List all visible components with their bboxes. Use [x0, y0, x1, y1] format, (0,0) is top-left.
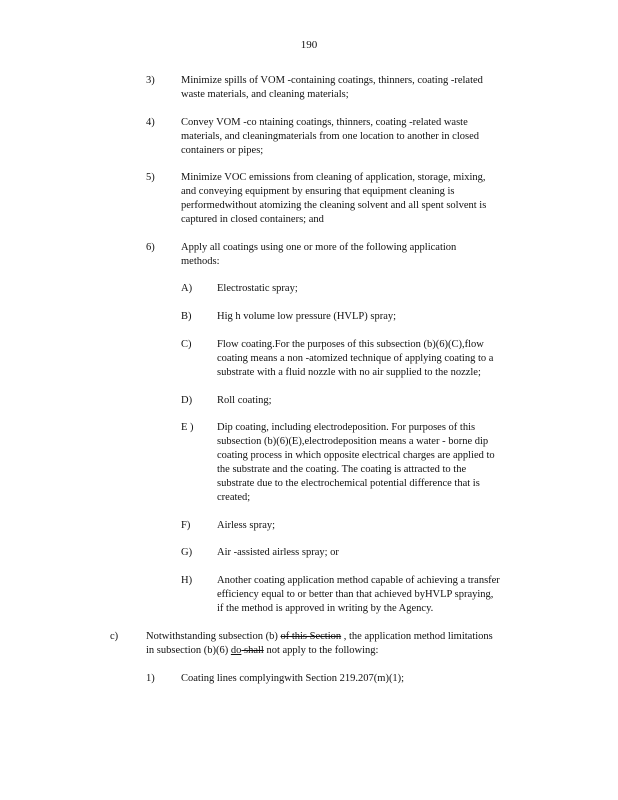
item-line: if the method is approved in writing by the Agency. — [217, 603, 434, 614]
item-marker: G) — [181, 547, 193, 558]
item-line: Electrostatic spray; — [217, 283, 298, 294]
item-line: coating process in which opposite electrical charges are applied to — [217, 450, 495, 461]
item-line — [146, 644, 493, 658]
item-line: performedwithout atomizing the cleaning solvent and all spent solvent is — [181, 200, 487, 211]
struck-text: of this Section — [280, 631, 342, 642]
item-marker: A) — [181, 283, 193, 294]
item-line: containers or pipes; — [181, 145, 264, 156]
item-marker: C) — [181, 339, 192, 350]
item-line: Airless spray; — [217, 520, 276, 531]
text-run: Notwithstanding subsection (b) — [146, 631, 281, 642]
item-line: Apply all coatings using one or more of the following application — [181, 242, 457, 253]
item-line: Flow coating.For the purposes of this subsection (b)(6)(C),flow — [217, 339, 484, 350]
item-marker: c) — [110, 631, 119, 642]
text-run: , the application method limitations — [341, 631, 493, 642]
item-line: Roll coating; — [217, 395, 272, 406]
item-line: created; — [217, 492, 251, 503]
item-line: the substrate and the coating. The coating is attracted to the — [217, 464, 467, 475]
item-marker: B) — [181, 311, 192, 322]
item-marker: F) — [181, 520, 191, 531]
page-number: 190 — [300, 39, 318, 51]
item-line: Another coating application method capable of achieving a transfer — [217, 575, 500, 586]
item-line: efficiency equal to or better than that achieved byHVLP spraying, — [217, 589, 494, 600]
item-marker: D) — [181, 395, 193, 406]
item-line: Minimize spills of VOM -containing coatings, thinners, coating -related — [181, 75, 483, 86]
item-line: Coating lines complyingwith Section 219.207(m)(1); — [181, 673, 405, 684]
item-line: methods: — [181, 256, 220, 267]
struck-text: shall — [241, 645, 264, 656]
item-marker: 6) — [146, 242, 155, 253]
item-line: substrate with a fluid nozzle with no air supplied to the nozzle; — [217, 367, 481, 378]
item-line: and conveying equipment by ensuring that equipment cleaning is — [181, 186, 455, 197]
item-marker: 4) — [146, 117, 155, 128]
item-line — [146, 630, 493, 644]
text-run: not apply to the following: — [263, 645, 379, 656]
item-line: waste materials, and cleaning materials; — [181, 89, 349, 100]
item-line: materials, and cleaningmaterials from one location to another in closed — [181, 131, 479, 142]
item-line: subsection (b)(6)(E),electrodeposition means a water - borne dip — [217, 436, 489, 447]
item-marker: E ) — [181, 422, 194, 433]
item-marker: 1) — [146, 673, 155, 684]
item-marker: 5) — [146, 172, 155, 183]
item-line: substrate due to the electrochemical potential difference that is — [217, 478, 480, 489]
item-line: Dip coating, including electrodeposition. For purposes of this — [217, 422, 476, 433]
text-run: in subsection (b)(6) — [146, 645, 231, 656]
item-marker: 3) — [146, 75, 155, 86]
item-line: captured in closed containers; and — [181, 214, 324, 225]
item-marker: H) — [181, 575, 193, 586]
item-line: Air -assisted airless spray; or — [217, 547, 339, 558]
item-line: Minimize VOC emissions from cleaning of application, storage, mixing, — [181, 172, 486, 183]
inserted-text: do — [230, 645, 242, 656]
item-line: coating means a non -atomized technique of applying coating to a — [217, 353, 494, 364]
item-line: Hig h volume low pressure (HVLP) spray; — [217, 311, 397, 322]
item-line: Convey VOM -co ntaining coatings, thinners, coating -related waste — [181, 117, 468, 128]
